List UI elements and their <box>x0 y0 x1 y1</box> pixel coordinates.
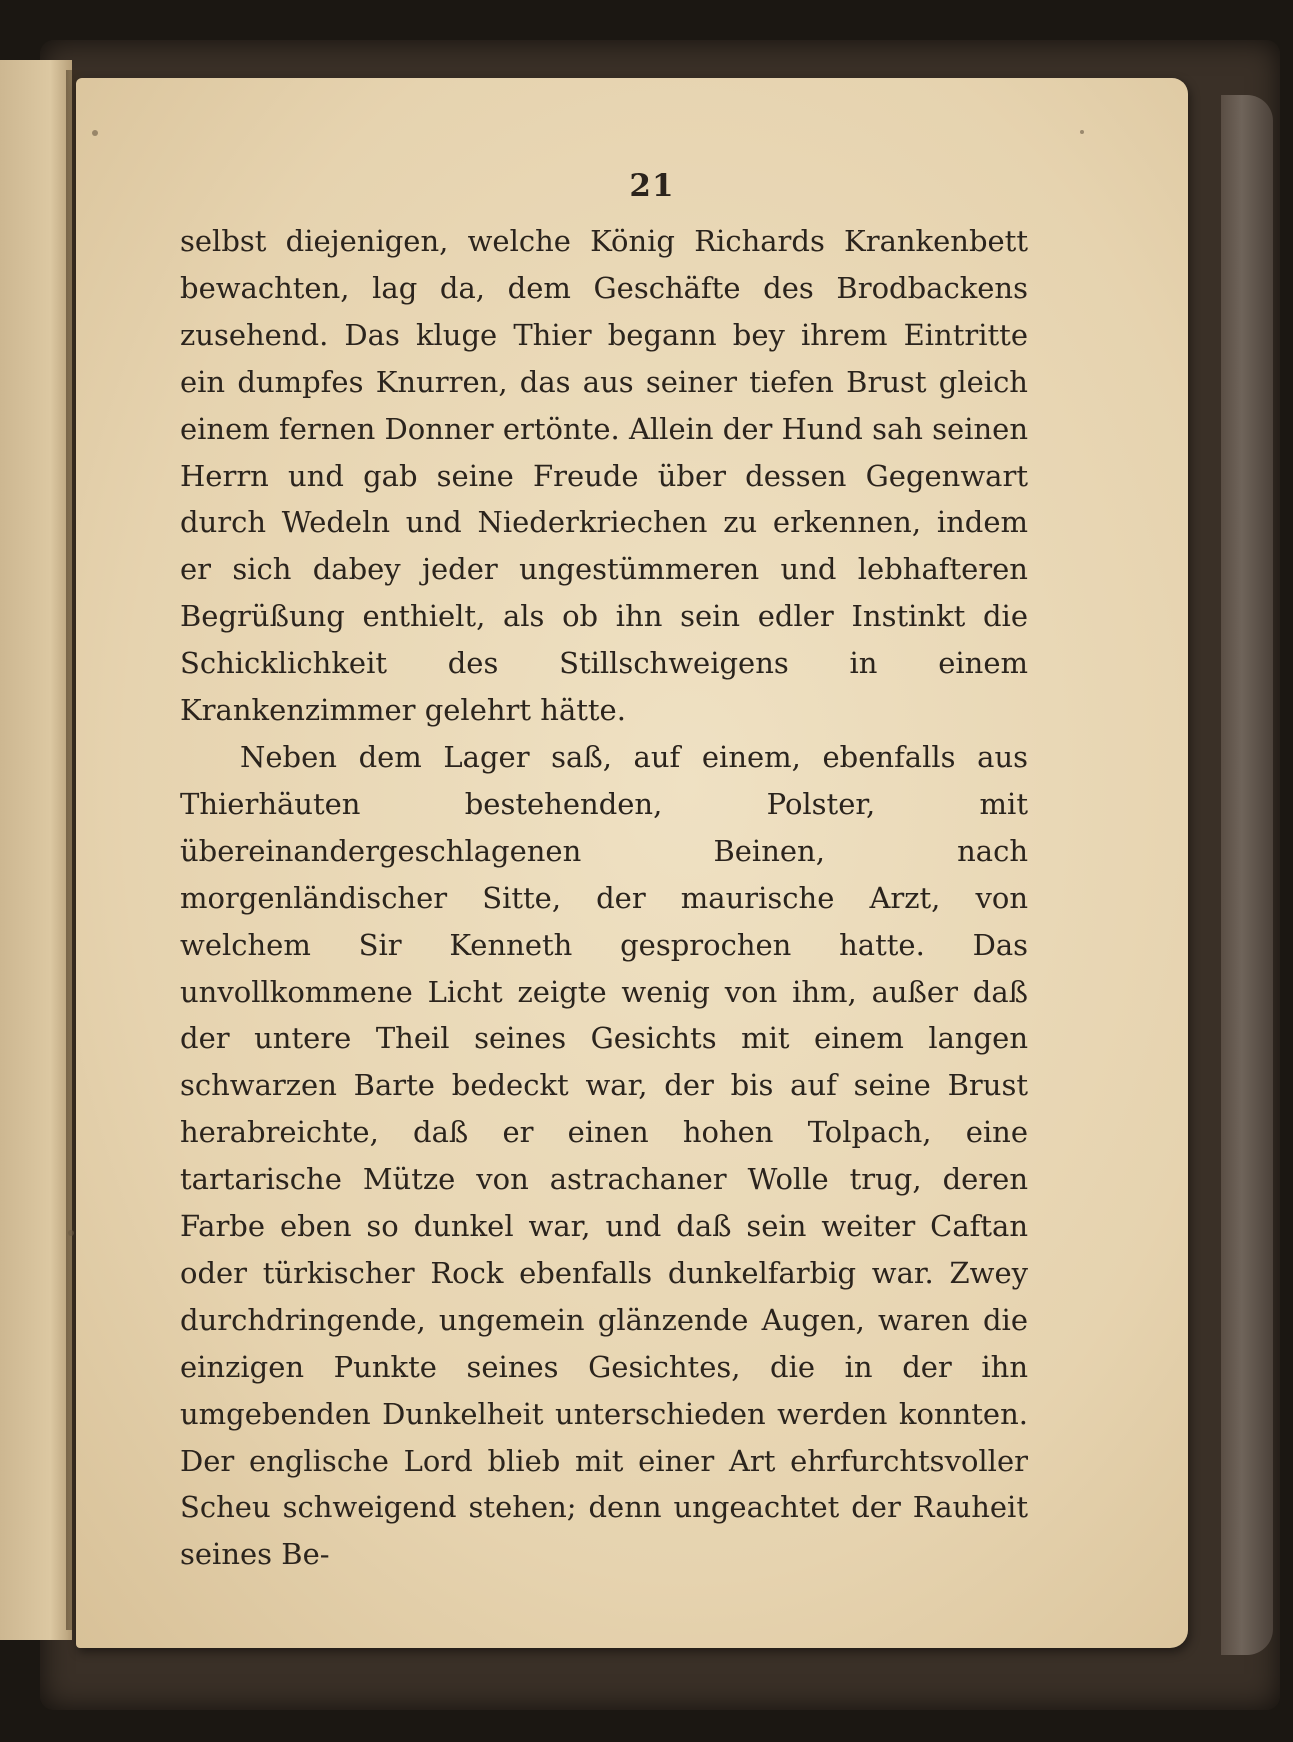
paragraph-1: selbst diejenigen, welche König Richards Krankenbett bewachten, lag da, dem Geschäfte des Brodbackens zusehend. Das kluge Thier begann bey ihrem Eintritte ein dumpfes Knurren, das aus seiner tiefen Brust gleich einem fernen Donner ertönte. Allein der Hund sah seinen Herrn und gab seine Freude über dessen Gegenwart durch Wedeln und Niederkriechen zu erkennen, indem er sich dabey jeder ungestümmeren und lebhafteren Begrüßung enthielt, als ob ihn sein edler Instinkt die Schicklichkeit des Stillschweigens in einem Krankenzimmer gelehrt hätte. <box>180 224 1028 728</box>
paper-speck <box>1080 130 1084 134</box>
paragraph-2: Neben dem Lager saß, auf einem, ebenfalls aus Thierhäuten bestehenden, Polster, mit übereinandergeschlagenen Beinen, nach morgenländischer Sitte, der maurische Arzt, von welchem Sir Kenneth gesprochen hatte. Das unvollkommene Licht zeigte wenig von ihm, außer daß der untere Theil seines Gesichts mit einem langen schwarzen Barte bedeckt war, der bis auf seine Brust herabreichte, daß er einen hohen Tolpach, eine tartarische Mütze von astrachaner Wolle trug, deren Farbe eben so dunkel war, und daß sein weiter Caftan oder türkischer Rock ebenfalls dunkelfarbig war. Zwey durchdringende, ungemein glänzende Augen, waren die einzigen Punkte seines Gesichtes, die in der ihn umgebenden Dunkelheit unterschieden werden konnten. Der englische Lord blieb mit einer Art ehrfurchtsvoller Scheu schweigend stehen; denn ungeachtet der Rauheit seines Be- <box>180 739 1028 1572</box>
paper-speck <box>68 1230 74 1236</box>
page-number: 21 <box>629 168 675 204</box>
book-page <box>76 78 1188 1648</box>
book-cover-edge <box>1221 95 1273 1655</box>
page-text <box>180 218 1028 1578</box>
paper-speck <box>92 130 98 136</box>
left-page-edge <box>0 60 72 1640</box>
